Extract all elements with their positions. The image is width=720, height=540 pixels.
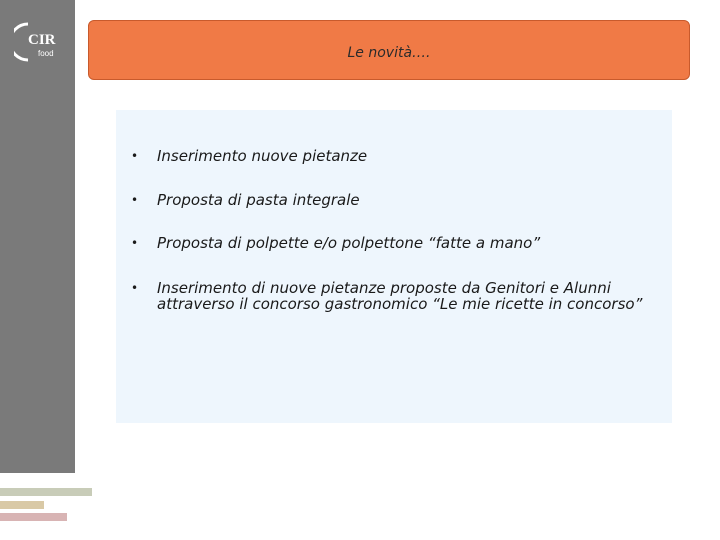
bullet-icon: • <box>131 149 139 163</box>
slide-title: Le novità…. <box>347 45 431 61</box>
content-panel <box>116 110 672 423</box>
list-item-text: Inserimento di nuove pietanze proposte da Genitori e Alunni attraverso il concorso gastronomico “Le mie ricette in concorso” <box>157 279 643 313</box>
left-sidebar <box>0 0 75 473</box>
bullet-icon: • <box>131 236 139 250</box>
bullet-icon: • <box>131 281 139 295</box>
decor-stripe-green <box>0 488 92 496</box>
logo-subtext: food <box>38 49 54 58</box>
decor-stripe-pink <box>0 513 67 521</box>
list-item-text: Proposta di pasta integrale <box>157 191 360 209</box>
bullet-icon: • <box>131 193 139 207</box>
logo-text: CIR <box>28 32 56 48</box>
decor-stripe-tan <box>0 501 44 509</box>
title-banner <box>88 20 690 80</box>
list-item-text: Inserimento nuove pietanze <box>157 147 368 165</box>
list-item-text: Proposta di polpette e/o polpettone “fatte a mano” <box>157 234 541 252</box>
cir-food-logo <box>14 20 64 64</box>
